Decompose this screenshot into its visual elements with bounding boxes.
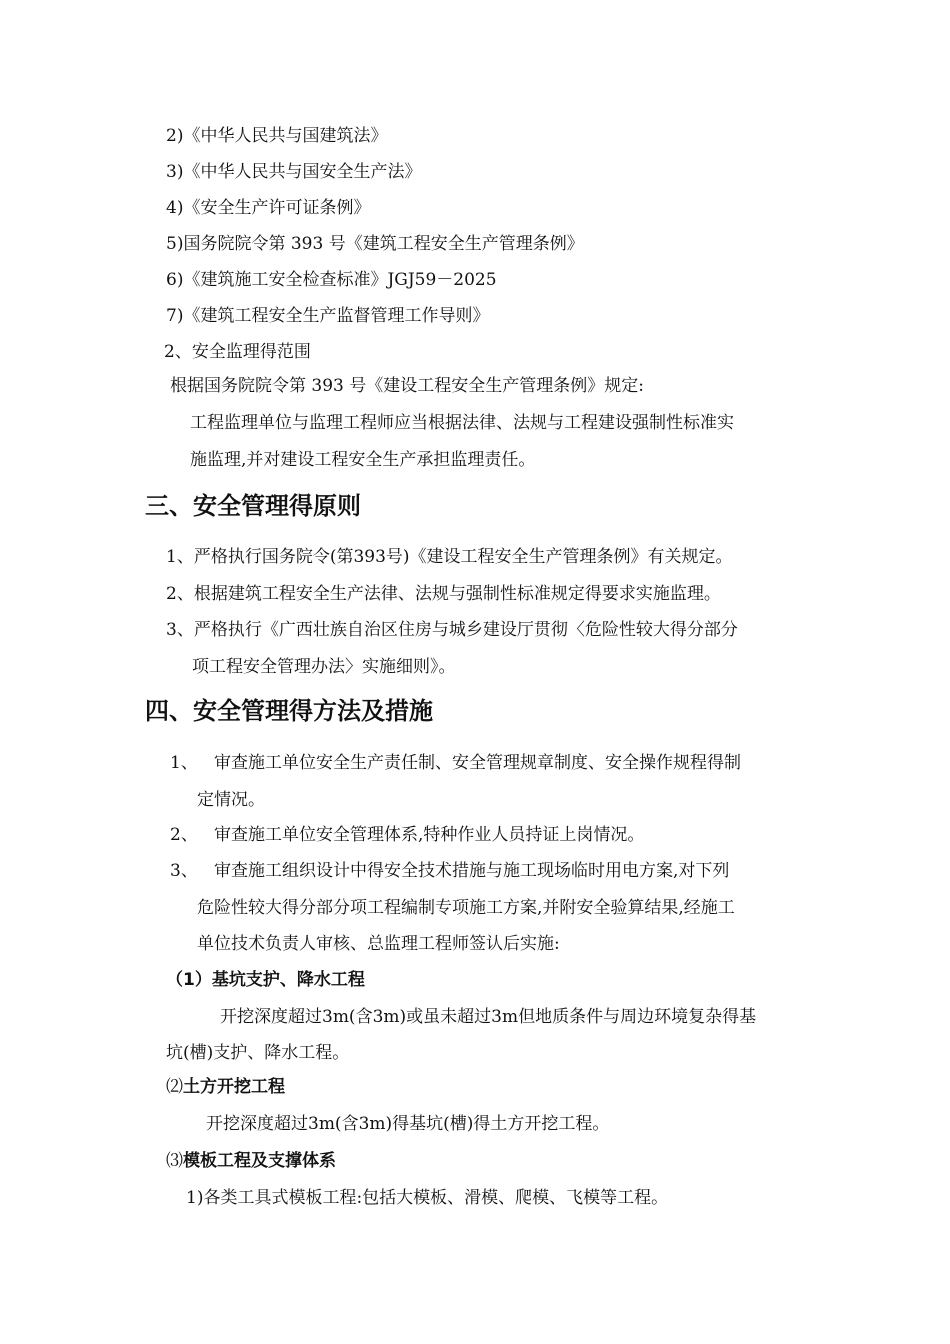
scope-body-line-1: 工程监理单位与监理工程师应当根据法律、法规与工程建设强制性标准实 — [190, 413, 734, 433]
scope-title: 2、安全监理得范围 — [164, 342, 311, 362]
section-4-item-1-number: 1、 — [170, 753, 198, 773]
subitem-1-line-2: 坑(槽)支护、降水工程。 — [166, 1043, 350, 1063]
section-3-item-3-line-1: 3、严格执行《广西壮族自治区住房与城乡建设厅贯彻〈危险性较大得分部分 — [166, 620, 738, 640]
section-4-item-1-text: 审查施工单位安全生产责任制、安全管理规章制度、安全操作规程得制 — [214, 753, 741, 773]
subitem-2-title-text: 土方开挖工程 — [183, 1077, 285, 1097]
section-4-item-3 — [170, 859, 729, 883]
subitem-3-number: ⑶ — [166, 1151, 183, 1171]
section-4-item-1-line-2: 定情况。 — [197, 790, 265, 810]
section-3-item-2: 2、根据建筑工程安全生产法律、法规与强制性标准规定得要求实施监理。 — [166, 584, 721, 604]
section-4-item-2-number: 2、 — [170, 825, 198, 845]
section-3-heading: 三、安全管理得原则 — [145, 492, 361, 520]
basis-item-4: 4)《安全生产许可证条例》 — [166, 198, 371, 218]
section-4-item-3-text: 审查施工组织设计中得安全技术措施与施工现场临时用电方案,对下列 — [214, 861, 730, 881]
subitem-1-title-text: （1）基坑支护、降水工程 — [166, 970, 365, 990]
section-4-item-3-line-2: 危险性较大得分部分项工程编制专项施工方案,并附安全验算结果,经施工 — [197, 898, 735, 918]
section-4-item-1 — [170, 751, 741, 775]
section-4-item-3-number: 3、 — [170, 861, 198, 881]
section-4-item-3-line-3: 单位技术负责人审核、总监理工程师签认后实施: — [197, 934, 560, 954]
subitem-3-title — [166, 1149, 336, 1173]
section-4-item-2-text: 审查施工单位安全管理体系,特种作业人员持证上岗情况。 — [214, 825, 645, 845]
subitem-2-line-1: 开挖深度超过3m(含3m)得基坑(槽)得土方开挖工程。 — [206, 1114, 610, 1134]
basis-item-7: 7)《建筑工程安全生产监督管理工作导则》 — [166, 306, 490, 326]
section-4-heading: 四、安全管理得方法及措施 — [145, 697, 433, 725]
scope-body-line-2: 施监理,并对建设工程安全生产承担监理责任。 — [190, 450, 536, 470]
subitem-2-number: ⑵ — [166, 1077, 183, 1097]
scope-intro: 根据国务院院令第 393 号《建设工程安全生产管理条例》规定: — [170, 376, 644, 396]
basis-item-2: 2)《中华人民共与国建筑法》 — [166, 126, 388, 146]
basis-item-3: 3)《中华人民共与国安全生产法》 — [166, 162, 422, 182]
section-4-item-2 — [170, 823, 644, 847]
subitem-1-line-1: 开挖深度超过3m(含3m)或虽未超过3m但地质条件与周边环境复杂得基 — [220, 1007, 757, 1027]
subitem-1-title — [166, 968, 365, 992]
section-3-item-1: 1、严格执行国务院令(第393号)《建设工程安全生产管理条例》有关规定。 — [166, 547, 733, 567]
basis-item-5: 5)国务院院令第 393 号《建筑工程安全生产管理条例》 — [166, 234, 584, 254]
subitem-3-title-text: 模板工程及支撑体系 — [183, 1151, 336, 1171]
subitem-3-line-1: 1)各类工具式模板工程:包括大模板、滑模、爬模、飞模等工程。 — [186, 1188, 669, 1208]
subitem-2-title — [166, 1075, 285, 1099]
section-3-item-3-line-2: 项工程安全管理办法〉实施细则》。 — [192, 657, 456, 677]
basis-item-6: 6)《建筑施工安全检查标准》JGJ59－2025 — [166, 270, 497, 290]
